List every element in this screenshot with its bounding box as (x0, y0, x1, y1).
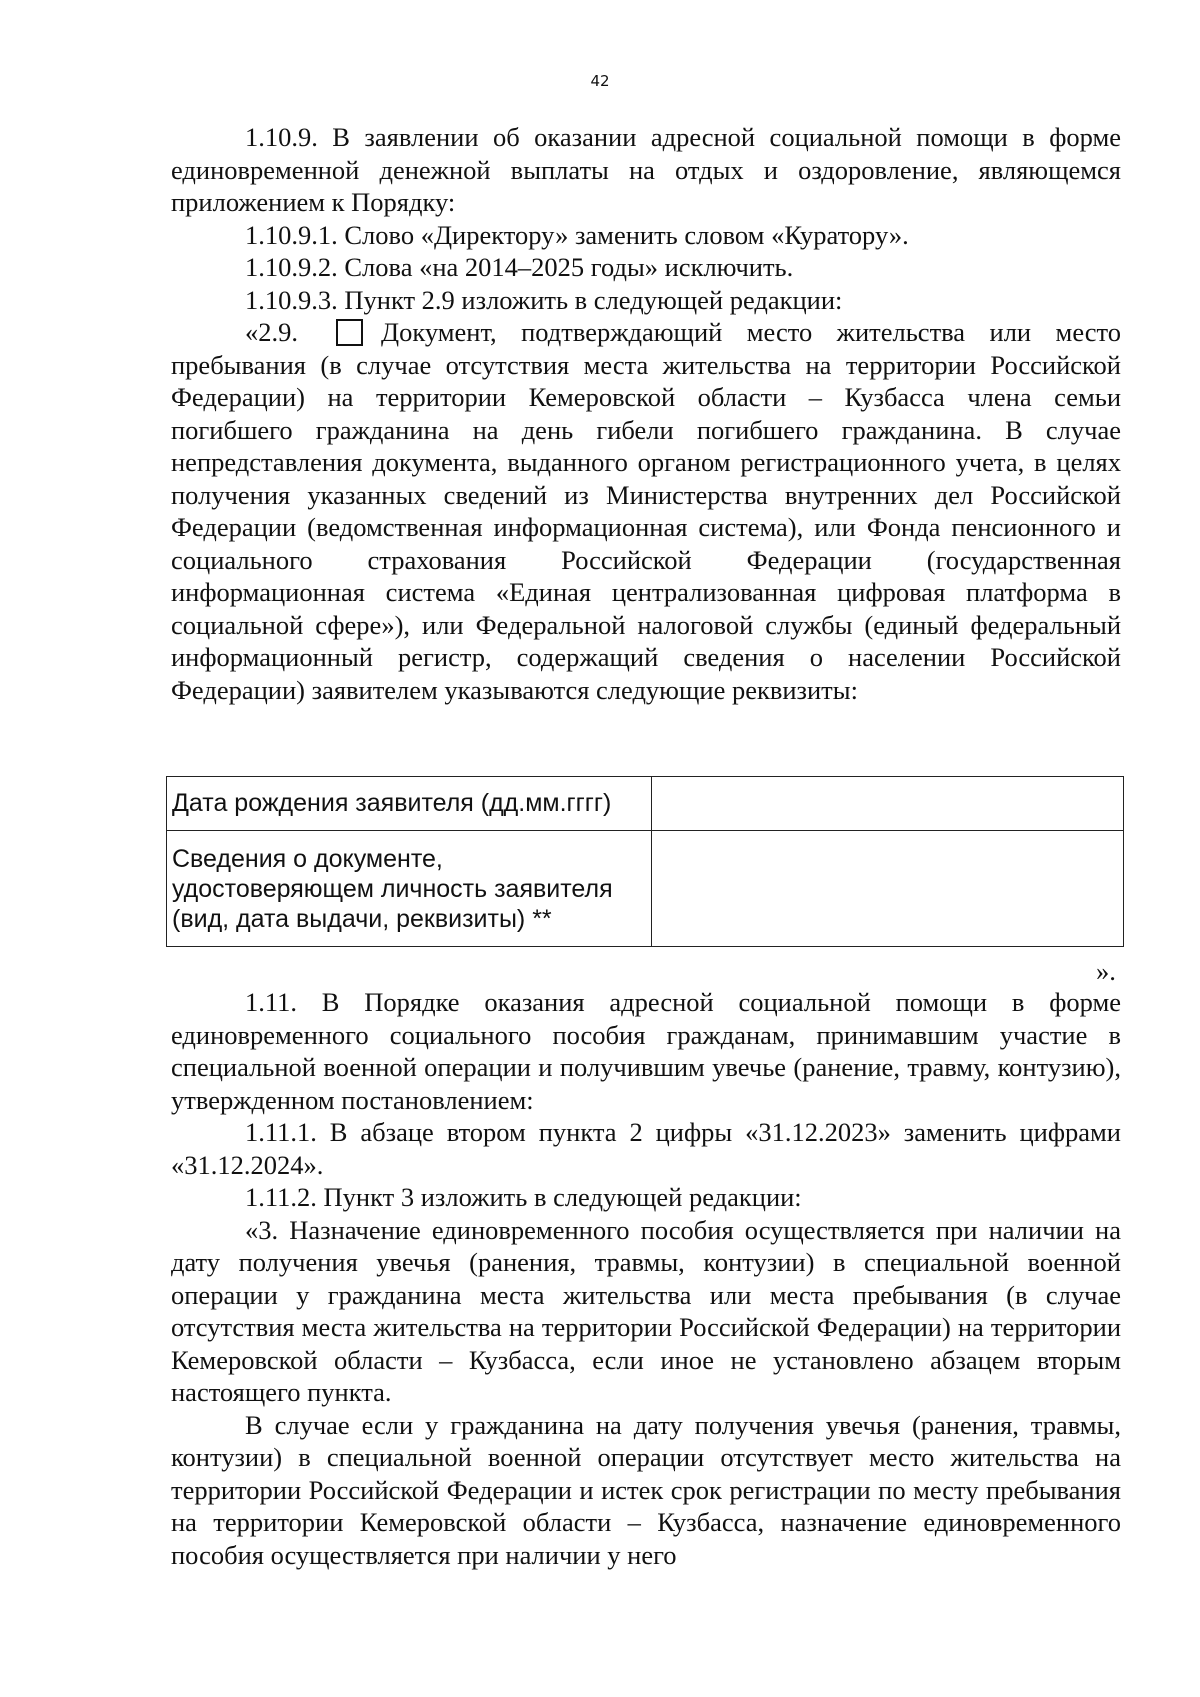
paragraph-1-10-9-2: 1.10.9.2. Слова «на 2014–2025 годы» исключить. (245, 252, 794, 282)
paragraph-1-11-1: 1.11.1. В абзаце втором пункта 2 цифры «31.12.2023» заменить цифрами «31.12.2024». (171, 1117, 1121, 1180)
paragraph-1-11-2: 1.11.2. Пункт 3 изложить в следующей редакции: (245, 1182, 802, 1212)
paragraph-1-10-9-1: 1.10.9.1. Слово «Директору» заменить словом «Куратору». (245, 219, 909, 250)
quote-3-paragraph-2: В случае если у гражданина на дату получения увечья (ранения, травмы, контузии) в специальной военной операции отсутствует место жительства на территории Российской Федерации и истек срок регистрации по месту пребывания на территории Кемеровской области – Кузбасса, назначение единовременного пособия осуществляется при наличии у него (171, 1409, 1121, 1570)
paragraph-1-11: 1.11. В Порядке оказания адресной социальной помощи в форме единовременного социального пособия гражданам, принимавшим участие в специальной военной операции и получившим увечье (ранение, травму, контузию), утвержденном постановлением: (171, 987, 1121, 1115)
requisites-table (166, 776, 1124, 947)
identity-document-value-cell[interactable] (652, 831, 1124, 947)
quote-2-9-first-text: Документ, подтверждающий место жительства или место (381, 317, 1121, 347)
birth-date-label: Дата рождения заявителя (дд.мм.гггг) (167, 777, 652, 831)
checkbox[interactable] (336, 319, 363, 346)
quote-2-9-number: «2.9. (245, 317, 298, 347)
identity-document-label: Сведения о документе, удостоверяющем личность заявителя (вид, дата выдачи, реквизиты) ** (167, 831, 652, 947)
table-row (167, 831, 1124, 947)
closing-quote: ». (1096, 956, 1116, 986)
section-1-10-9 (171, 121, 1121, 706)
section-1-11 (171, 986, 1121, 1571)
paragraph-1-10-9-3: 1.10.9.3. Пункт 2.9 изложить в следующей редакции: (245, 284, 843, 315)
quote-3-paragraph-1: «3. Назначение единовременного пособия осуществляется при наличии на дату получения увечья (ранения, травмы, контузии) в специальной военной операции у гражданина места жительства или места пребывания (в случае отсутствия места жительства на территории Российской Федерации) на территории Кемеровской области – Кузбасса, если иное не установлено абзацем вторым настоящего пункта. (171, 1214, 1121, 1407)
table-row (167, 777, 1124, 831)
birth-date-value-cell[interactable] (652, 777, 1124, 831)
quote-2-9-first-line (171, 316, 1121, 349)
page-number: 42 (590, 72, 610, 90)
quote-2-9-text: пребывания (в случае отсутствия места жительства на территории Российской Федерации) на территории Кемеровской области – Кузбасса члена семьи погибшего гражданина на день гибели погибшего гражданина. В случае непредставления документа, выданного органом регистрационного учета, в целях получения указанных сведений из Министерства внутренних дел Российской Федерации (ведомственная информационная система), или Фонда пенсионного и социального страхования Российской Федерации (государственная информационная система «Единая централизованная цифровая платформа в социальной сфере»), или Федеральной налоговой службы (единый федеральный информационный регистр, содержащий сведения о населении Российской Федерации) заявителем указываются следующие реквизиты: (171, 349, 1121, 705)
paragraph-1-10-9: 1.10.9. В заявлении об оказании адресной социальной помощи в форме единовременной денежной выплаты на отдых и оздоровление, являющемся приложением к Порядку: (171, 122, 1121, 217)
